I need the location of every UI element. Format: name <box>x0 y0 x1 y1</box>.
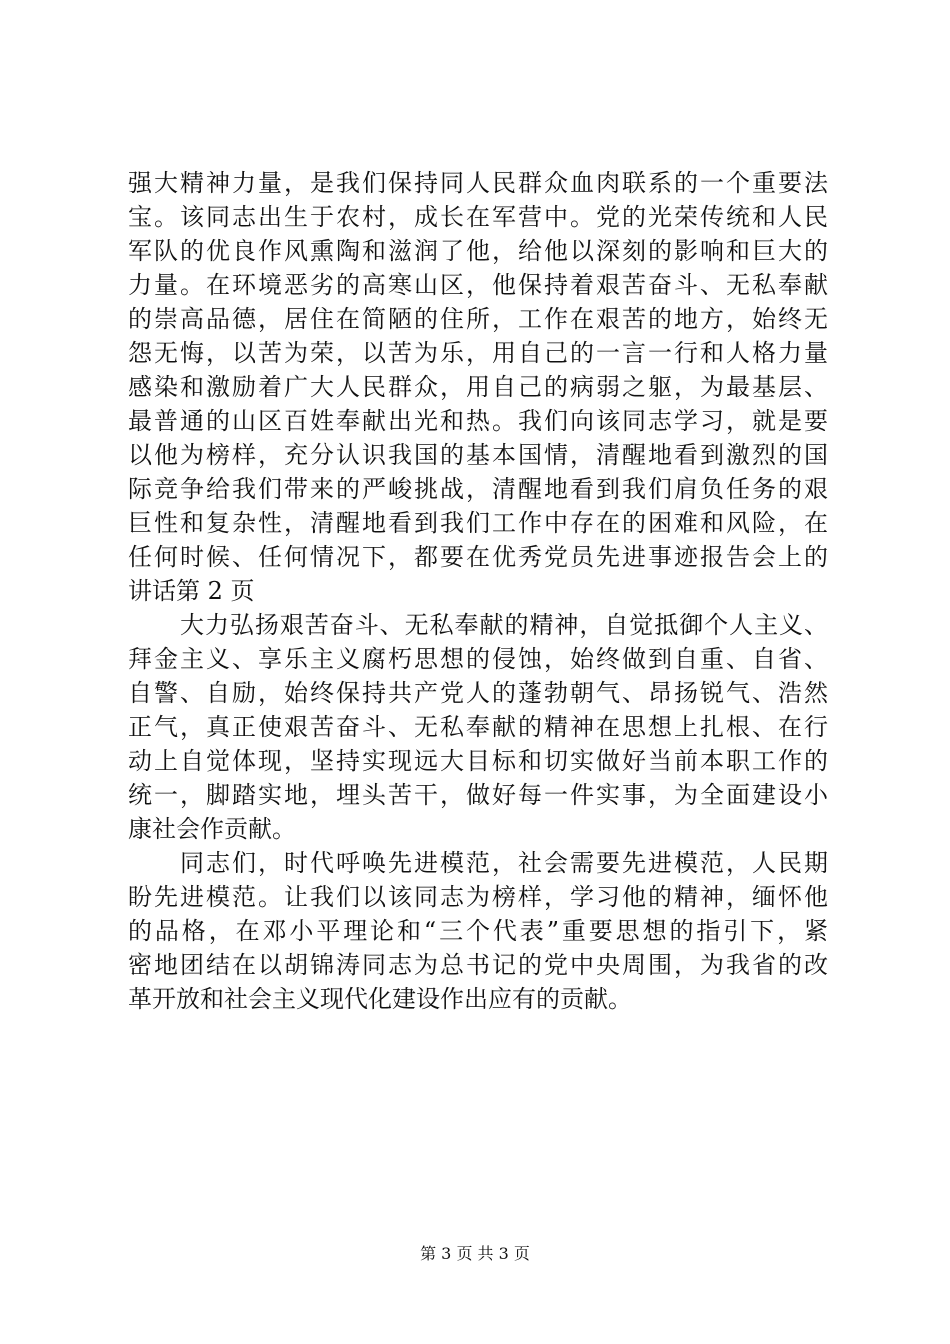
text-line: 巨性和复杂性，清醒地看到我们工作中存在的困难和风险，在 <box>128 509 828 537</box>
text-line: 感染和激励着广大人民群众，用自己的病弱之躯，为最基层、 <box>128 373 828 401</box>
text-line: 际竞争给我们带来的严峻挑战，清醒地看到我们肩负任务的艰 <box>128 475 828 503</box>
text-line: 最普通的山区百姓奉献出光和热。我们向该同志学习，就是要 <box>128 407 828 435</box>
text-line: 强大精神力量，是我们保持同人民群众血肉联系的一个重要法 <box>128 169 828 197</box>
paragraph-2 <box>128 608 828 846</box>
text-line: 的品格，在邓小平理论和“三个代表”重要思想的指引下，紧 <box>128 917 828 945</box>
paragraph-3 <box>128 846 828 1016</box>
text-line: 自警、自励，始终保持共产党人的蓬勃朝气、昂扬锐气、浩然 <box>128 679 828 707</box>
text-line: 任何时候、任何情况下，都要在优秀党员先进事迹报告会上的 <box>128 543 828 571</box>
text-line: 的崇高品德，居住在简陋的住所，工作在艰苦的地方，始终无 <box>128 305 828 333</box>
text-line: 怨无悔，以苦为荣，以苦为乐，用自己的一言一行和人格力量 <box>128 339 828 367</box>
document-body <box>128 166 828 1016</box>
text-line: 革开放和社会主义现代化建设作出应有的贡献。 <box>128 985 632 1013</box>
paragraph-1 <box>128 166 828 608</box>
text-line: 军队的优良作风熏陶和滋润了他，给他以深刻的影响和巨大的 <box>128 237 828 265</box>
page-footer <box>0 1243 950 1265</box>
text-line: 力量。在环境恶劣的高寒山区，他保持着艰苦奋斗、无私奉献 <box>128 271 828 299</box>
text-line: 大力弘扬艰苦奋斗、无私奉献的精神，自觉抵御个人主义、 <box>180 611 828 639</box>
text-line: 正气，真正使艰苦奋斗、无私奉献的精神在思想上扎根、在行 <box>128 713 828 741</box>
text-line: 拜金主义、享乐主义腐朽思想的侵蚀，始终做到自重、自省、 <box>128 645 828 673</box>
text-line: 盼先进模范。让我们以该同志为榜样，学习他的精神，缅怀他 <box>128 883 828 911</box>
text-line: 密地团结在以胡锦涛同志为总书记的党中央周围，为我省的改 <box>128 951 828 979</box>
text-line: 动上自觉体现，坚持实现远大目标和切实做好当前本职工作的 <box>128 747 828 775</box>
page-number: 第 3 页 共 3 页 <box>420 1244 530 1263</box>
text-line: 以他为榜样，充分认识我国的基本国情，清醒地看到激烈的国 <box>128 441 828 469</box>
text-line: 统一，脚踏实地，埋头苦干，做好每一件实事，为全面建设小 <box>128 781 828 809</box>
text-line: 康社会作贡献。 <box>128 815 296 843</box>
text-line: 同志们，时代呼唤先进模范，社会需要先进模范，人民期 <box>180 849 828 877</box>
text-line: 讲话第 2 页 <box>128 577 255 605</box>
text-line: 宝。该同志出生于农村，成长在军营中。党的光荣传统和人民 <box>128 203 828 231</box>
